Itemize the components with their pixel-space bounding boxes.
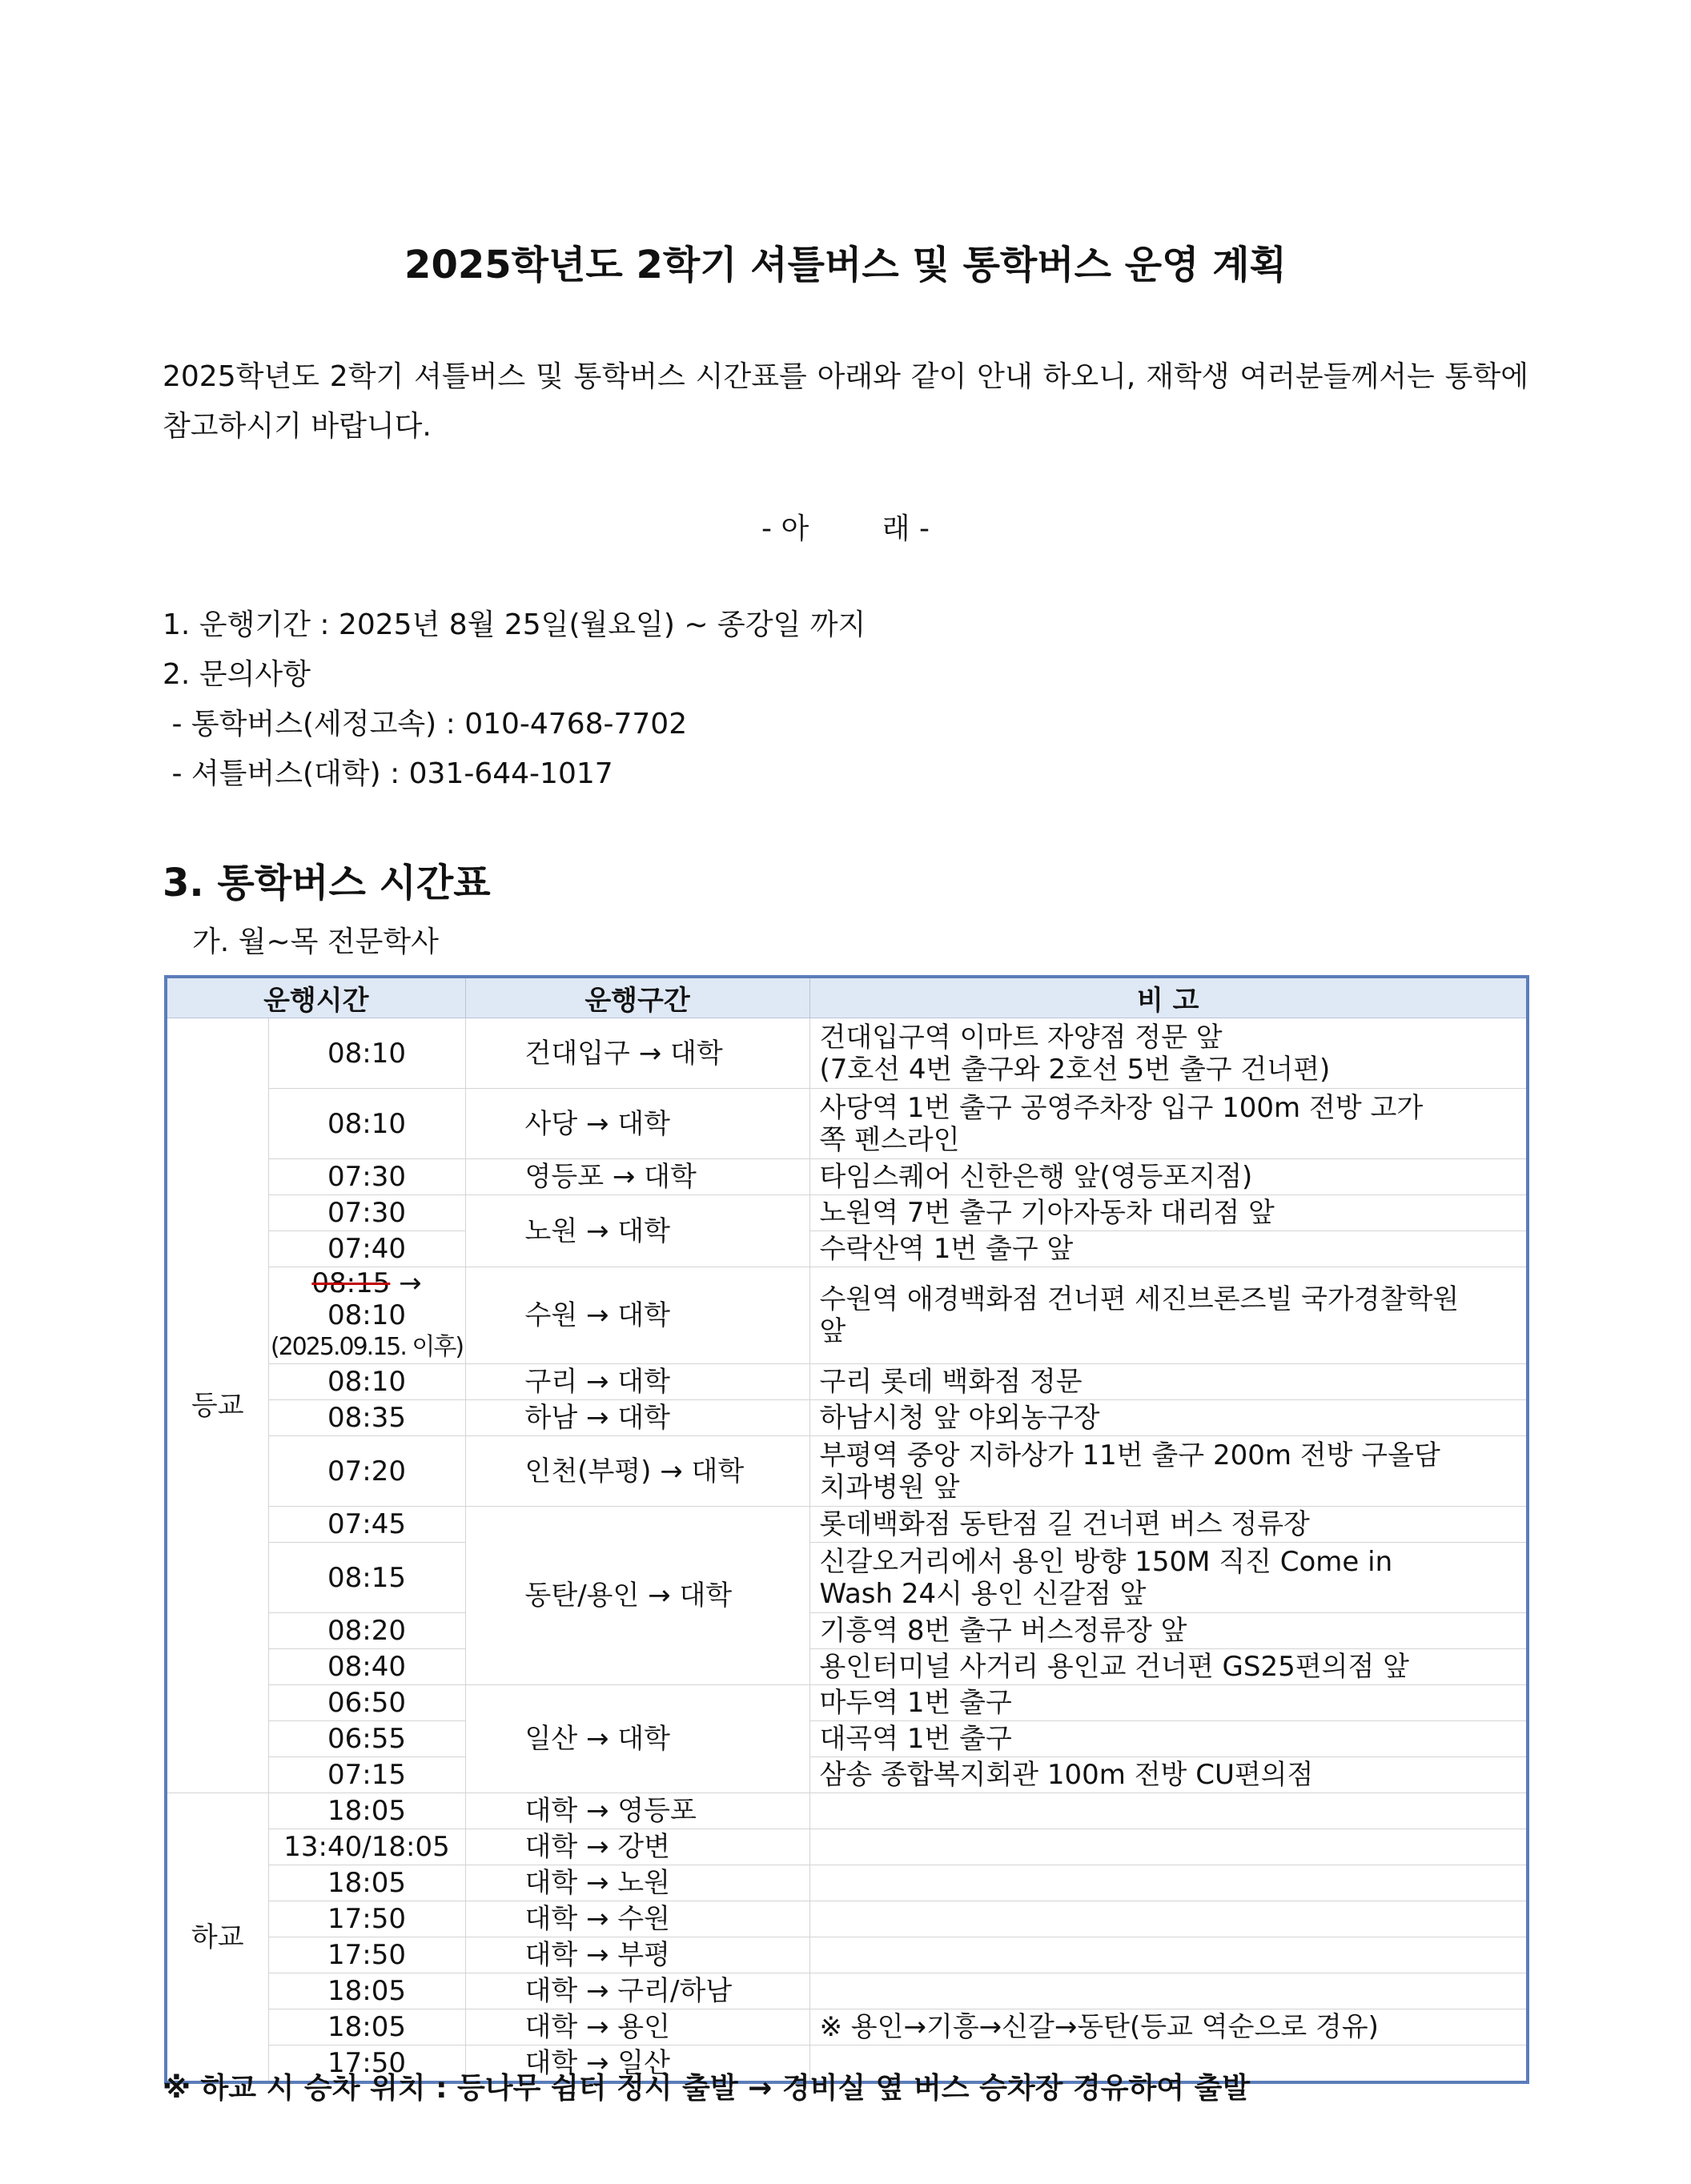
note-cell: 하남시청 앞 야외농구장	[809, 1400, 1528, 1436]
note-cell: 수락산역 1번 출구 앞	[809, 1231, 1528, 1267]
note-line: 치과병원 앞	[819, 1471, 960, 1504]
note-cell: 구리 롯데 백화점 정문	[809, 1364, 1528, 1400]
route-cell: 대학 → 영등포	[465, 1793, 809, 1829]
intro-paragraph: 2025학년도 2학기 셔틀버스 및 통학버스 시간표를 아래와 같이 안내 하오니, 재학생 여러분들께서는 통학에 참고하시기 바랍니다.	[163, 360, 1528, 443]
table-row	[166, 1159, 1528, 1195]
table-row	[166, 1721, 1528, 1757]
effective-date: (2025.09.15. 이후)	[270, 1333, 464, 1361]
note-line: Wash 24시 용인 신갈점 앞	[819, 1577, 1147, 1610]
note-cell: 노원역 7번 출구 기아자동차 대리점 앞	[809, 1195, 1528, 1231]
route-cell: 하남 → 대학	[465, 1400, 809, 1436]
time-cell: 18:05	[268, 1973, 465, 2009]
table-row	[166, 1089, 1528, 1159]
time-cell: 08:20	[268, 1613, 465, 1649]
time-cell: 18:05	[268, 1793, 465, 1829]
note-line: 건대입구역 이마트 자양점 정문 앞	[819, 1021, 1223, 1054]
route-cell: 대학 → 용인	[465, 2009, 809, 2045]
note-cell	[809, 1901, 1528, 1937]
header-time: 운행시간	[166, 977, 465, 1018]
boarding-location-note: ※ 하교 시 승차 위치 : 등나무 쉼터 정시 출발 → 경비실 옆 버스 승차장 경유하여 출발	[163, 2072, 1251, 2105]
time-cell: 06:50	[268, 1685, 465, 1721]
note-line: 부평역 중앙 지하상가 11번 출구 200m 전방 구올담	[819, 1439, 1440, 1471]
note-cell	[809, 1089, 1528, 1159]
time-cell: 18:05	[268, 1865, 465, 1901]
header-note: 비 고	[809, 977, 1528, 1018]
note-cell	[809, 1018, 1528, 1089]
table-row	[166, 1973, 1528, 2009]
route-cell: 대학 → 수원	[465, 1901, 809, 1937]
table-row	[166, 1507, 1528, 1543]
route-cell: 동탄/용인 → 대학	[465, 1507, 809, 1685]
route-cell: 대학 → 강변	[465, 1829, 809, 1865]
note-line: 앞	[819, 1315, 846, 1347]
note-line: 수원역 애경백화점 건너편 세진브론즈빌 국가경찰학원	[819, 1283, 1460, 1315]
route-cell: 대학 → 일산	[465, 2045, 809, 2083]
table-row	[166, 1543, 1528, 1613]
note-cell: 용인터미널 사거리 용인교 건너편 GS25편의점 앞	[809, 1649, 1528, 1685]
time-cell: 13:40/18:05	[268, 1829, 465, 1865]
section-title: 3. 통학버스 시간표	[163, 861, 491, 905]
note-cell	[809, 1267, 1528, 1364]
route-cell: 수원 → 대학	[465, 1267, 809, 1364]
table-row	[166, 1613, 1528, 1649]
note-line: 신갈오거리에서 용인 방향 150M 직진 Come in	[819, 1545, 1393, 1578]
group-outbound: 하교	[166, 1793, 268, 2083]
route-cell: 대학 → 부평	[465, 1937, 809, 1973]
new-time: → 08:10	[327, 1267, 422, 1331]
time-cell: 17:50	[268, 2045, 465, 2083]
time-cell: 08:40	[268, 1649, 465, 1685]
note-cell: 롯데백화점 동탄점 길 건너편 버스 정류장	[809, 1507, 1528, 1543]
time-cell: 07:30	[268, 1195, 465, 1231]
operation-period: 1. 운행기간 : 2025년 8월 25일(월요일) ~ 종강일 까지	[163, 608, 866, 641]
time-cell: 17:50	[268, 1937, 465, 1973]
route-cell: 노원 → 대학	[465, 1195, 809, 1267]
time-cell: 08:10	[268, 1018, 465, 1089]
table-row	[166, 1436, 1528, 1507]
note-line: 사당역 1번 출구 공영주차장 입구 100m 전방 고가	[819, 1091, 1424, 1124]
table-row	[166, 1829, 1528, 1865]
time-cell: 07:20	[268, 1436, 465, 1507]
section-subtitle: 가. 월~목 전문학사	[192, 925, 439, 958]
table-row	[166, 1901, 1528, 1937]
contact-shuttle-bus: - 셔틀버스(대학) : 031-644-1017	[163, 757, 613, 790]
table-row	[166, 1400, 1528, 1436]
table-header-row	[166, 977, 1528, 1018]
note-cell	[809, 1865, 1528, 1901]
note-line: (7호선 4번 출구와 2호선 5번 출구 건너편)	[819, 1053, 1331, 1086]
time-cell: 18:05	[268, 2009, 465, 2045]
time-cell: 07:40	[268, 1231, 465, 1267]
time-cell: 07:30	[268, 1159, 465, 1195]
note-cell: 대곡역 1번 출구	[809, 1721, 1528, 1757]
table-row	[166, 1793, 1528, 1829]
table-row	[166, 1231, 1528, 1267]
route-cell: 대학 → 구리/하남	[465, 1973, 809, 2009]
table-row	[166, 1018, 1528, 1089]
table-row	[166, 2009, 1528, 2045]
note-cell: 기흥역 8번 출구 버스정류장 앞	[809, 1613, 1528, 1649]
time-cell: 07:45	[268, 1507, 465, 1543]
time-cell: 06:55	[268, 1721, 465, 1757]
route-cell: 구리 → 대학	[465, 1364, 809, 1400]
page-title: 2025학년도 2학기 셔틀버스 및 통학버스 운영 계획	[404, 243, 1287, 287]
table-row	[166, 1865, 1528, 1901]
route-cell: 영등포 → 대학	[465, 1159, 809, 1195]
time-cell: 08:10	[268, 1089, 465, 1159]
table-row	[166, 1267, 1528, 1364]
time-cell-changed	[268, 1267, 465, 1364]
route-cell: 대학 → 노원	[465, 1865, 809, 1901]
note-cell	[809, 1543, 1528, 1613]
inquiry-heading: 2. 문의사항	[163, 658, 311, 691]
note-cell	[809, 1793, 1528, 1829]
time-cell: 17:50	[268, 1901, 465, 1937]
old-time: 08:15	[311, 1267, 391, 1299]
bus-timetable	[164, 975, 1529, 2084]
table-row	[166, 1757, 1528, 1793]
note-cell: 타임스퀘어 신한은행 앞(영등포지점)	[809, 1159, 1528, 1195]
notice-heading: - 아 래 -	[761, 512, 930, 545]
table-row	[166, 1685, 1528, 1721]
note-cell	[809, 1436, 1528, 1507]
table-row	[166, 1364, 1528, 1400]
group-inbound: 등교	[166, 1018, 268, 1793]
time-cell: 08:35	[268, 1400, 465, 1436]
note-line: 쪽 펜스라인	[819, 1123, 960, 1156]
route-cell: 일산 → 대학	[465, 1685, 809, 1793]
route-cell: 인천(부평) → 대학	[465, 1436, 809, 1507]
table-row	[166, 1195, 1528, 1231]
time-cell: 07:15	[268, 1757, 465, 1793]
time-cell: 08:10	[268, 1364, 465, 1400]
note-cell: 마두역 1번 출구	[809, 1685, 1528, 1721]
contact-commuter-bus: - 통학버스(세정고속) : 010-4768-7702	[163, 708, 688, 741]
table-row	[166, 1937, 1528, 1973]
note-cell	[809, 1829, 1528, 1865]
note-cell	[809, 1973, 1528, 2009]
note-cell	[809, 1937, 1528, 1973]
time-cell: 08:15	[268, 1543, 465, 1613]
header-route: 운행구간	[465, 977, 809, 1018]
table-row	[166, 1649, 1528, 1685]
route-cell: 건대입구 → 대학	[465, 1018, 809, 1089]
route-cell: 사당 → 대학	[465, 1089, 809, 1159]
note-cell: ※ 용인→기흥→신갈→동탄(등교 역순으로 경유)	[809, 2009, 1528, 2045]
note-cell: 삼송 종합복지회관 100m 전방 CU편의점	[809, 1757, 1528, 1793]
